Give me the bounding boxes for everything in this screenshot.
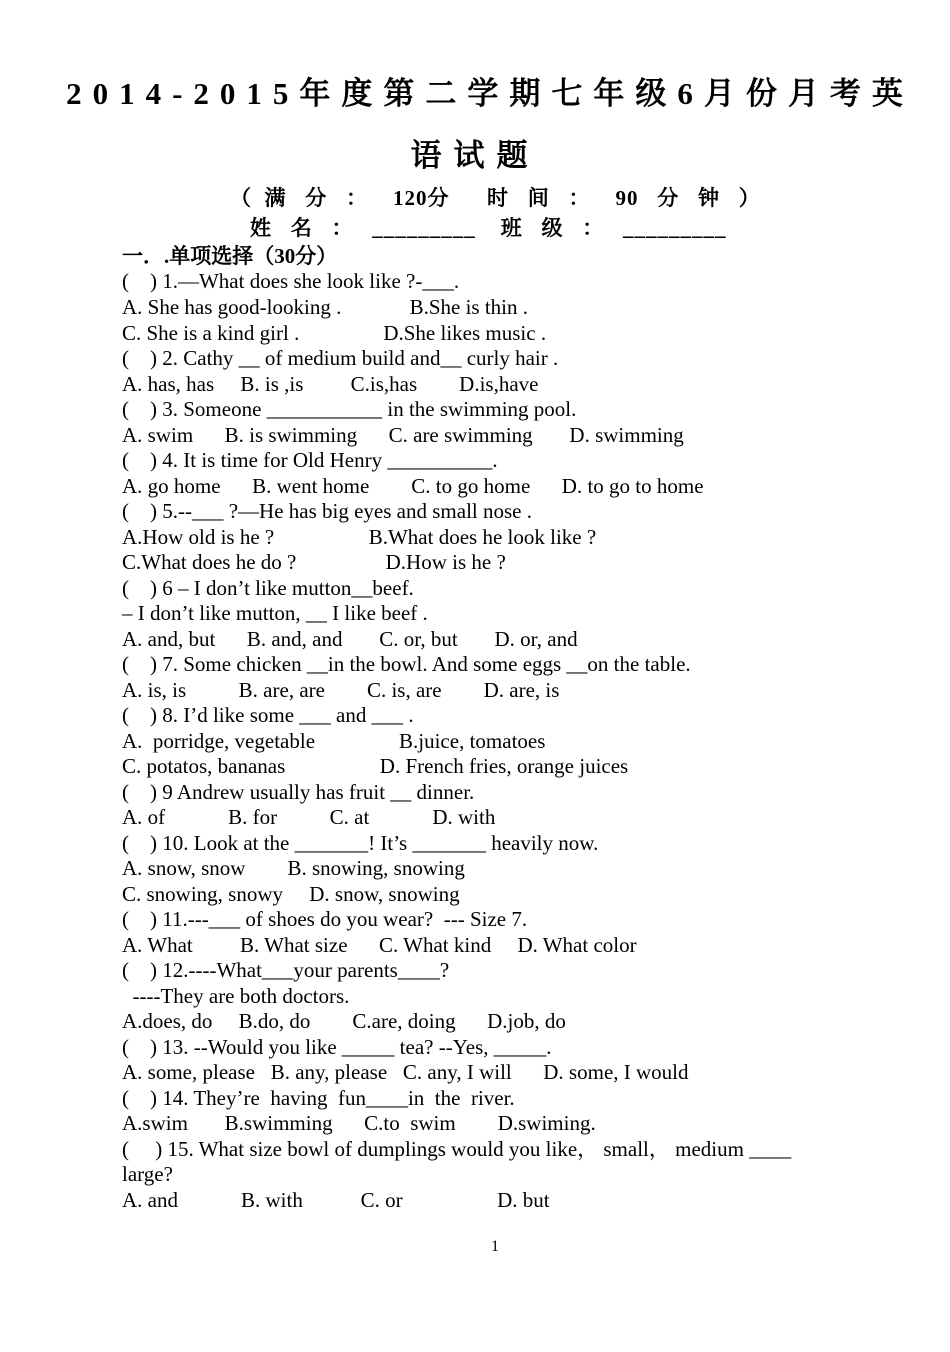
question-line: C. potatos, bananas D. French fries, orange juices (122, 754, 629, 778)
question-line: ( ) 3. Someone ___________ in the swimming pool. (122, 397, 577, 421)
question-line: ( ) 5.--___ ?—He has big eyes and small nose . (122, 499, 532, 523)
question-line: A. has, has B. is ,is C.is,has D.is,have (122, 372, 539, 396)
question-line: A. some, please B. any, please C. any, I will D. some, I would (122, 1060, 689, 1084)
question-line: A. swim B. is swimming C. are swimming D. swimming (122, 423, 684, 447)
question-line: A. snow, snow B. snowing, snowing (122, 856, 465, 880)
question-line: ( ) 12.----What___your parents____? (122, 958, 450, 982)
question-line: ( ) 13. --Would you like _____ tea? --Yes, _____. (122, 1035, 552, 1059)
student-name-class: 姓 名 ： _________ 班 级 ： _________ (250, 216, 727, 240)
question-line: A. of B. for C. at D. with (122, 805, 496, 829)
question-line: A. and, but B. and, and C. or, but D. or, and (122, 627, 578, 651)
question-line: ( ) 11.---___ of shoes do you wear? --- Size 7. (122, 907, 528, 931)
exam-title-line1: 2014-2015年度第二学期七年级6月份月考英 (66, 76, 914, 111)
question-line: C. She is a kind girl . D.She likes music . (122, 321, 547, 345)
question-line: ( ) 1.—What does she look like ?-___. (122, 269, 460, 293)
question-line: A.How old is he ? B.What does he look like ? (122, 525, 597, 549)
question-line: ( ) 10. Look at the _______! It’s _______ heavily now. (122, 831, 599, 855)
question-line: A. and B. with C. or D. but (122, 1188, 550, 1212)
question-line: – I don’t like mutton, __ I like beef . (122, 601, 428, 625)
question-line: A. is, is B. are, are C. is, are D. are, is (122, 678, 560, 702)
question-line: A. go home B. went home C. to go home D. to go to home (122, 474, 704, 498)
question-line: A. She has good-looking . B.She is thin . (122, 295, 529, 319)
question-line: ( ) 15. What size bowl of dumplings would you like， small， medium ____ (122, 1137, 792, 1161)
question-line: ( ) 9 Andrew usually has fruit __ dinner. (122, 780, 475, 804)
question-line: ( ) 7. Some chicken __in the bowl. And some eggs __on the table. (122, 652, 691, 676)
question-line: ----They are both doctors. (122, 984, 350, 1008)
question-line: ( ) 8. I’d like some ___ and ___ . (122, 703, 414, 727)
question-line: ( ) 14. They’re having fun____in the river. (122, 1086, 515, 1110)
question-line: ( ) 2. Cathy __ of medium build and__ curly hair . (122, 346, 559, 370)
exam-score-time: （ 满 分 ： 120分 时 间 ： 90 分 钟 ） (230, 186, 761, 210)
question-line: A. porridge, vegetable B.juice, tomatoes (122, 729, 546, 753)
question-line: large? (122, 1162, 173, 1186)
question-line: A. What B. What size C. What kind D. What color (122, 933, 637, 957)
question-line: A.swim B.swimming C.to swim D.swiming. (122, 1111, 596, 1135)
question-line: ( ) 6 – I don’t like mutton__beef. (122, 576, 414, 600)
question-line: ( ) 4. It is time for Old Henry __________. (122, 448, 498, 472)
question-line: C. snowing, snowy D. snow, snowing (122, 882, 460, 906)
question-line: A.does, do B.do, do C.are, doing D.job, do (122, 1009, 566, 1033)
exam-title-line2: 语试题 (410, 138, 540, 173)
question-line: C.What does he do ? D.How is he ? (122, 550, 506, 574)
section-heading: 一．.单项选择（30分） (122, 244, 338, 268)
page-number: 1 (491, 1238, 499, 1255)
